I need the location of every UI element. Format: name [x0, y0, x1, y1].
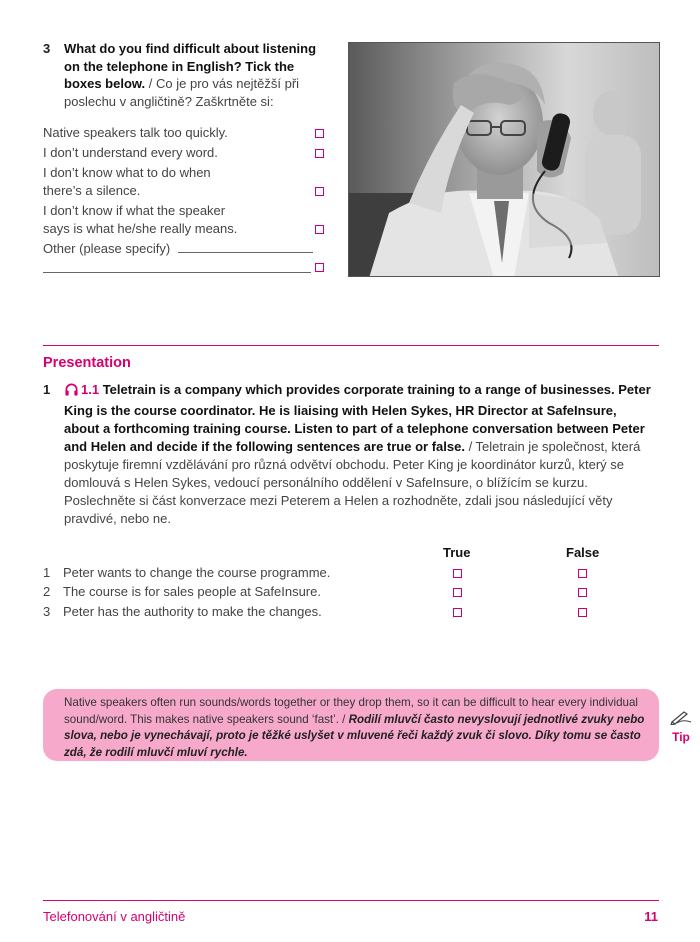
option-checkbox[interactable] — [315, 263, 324, 272]
statement-text: Peter has the authority to make the changes. — [63, 604, 322, 619]
option-label: I don’t understand every word. — [43, 145, 218, 160]
section-rule-top — [43, 345, 659, 346]
footer-rule — [43, 900, 659, 901]
exercise-instruction — [64, 381, 653, 528]
option-item — [43, 240, 325, 258]
tip-text-en: Native speakers often run sounds/words together or they drop them, so it can be difficult to hear every individual sound/word. This makes native speakers sound ‘fast’. / — [64, 696, 638, 726]
true-checkbox[interactable] — [453, 608, 462, 617]
instruction-cz: / Teletrain je společnost, která poskytuje firemní vzdělávání pro různá odvětví obchodu. Peter King je koordinátor kurzů, který se domlouvá s Helen Sykes, vedoucí personálního oddělení v SafeInsure, o blížícím se kurzu. Poslechněte si část konverzace mezi Peterem a Helen a rozhodněte, zdali jsou následující věty pravdivé, nebo ne. — [64, 439, 641, 526]
true-checkbox[interactable] — [453, 569, 462, 578]
statement-row — [43, 583, 643, 601]
man-on-telephone-photo — [348, 42, 660, 277]
option-item — [43, 124, 325, 142]
headphones-icon — [64, 382, 79, 402]
pen-icon — [669, 712, 693, 729]
footer-title: Telefonování v angličtině — [43, 909, 186, 924]
photo-illustration — [349, 43, 660, 277]
option-label: I don’t know if what the speaker says is what he/she really means. — [43, 203, 238, 236]
tip-label: Tip — [672, 730, 690, 744]
tip-box — [43, 689, 659, 761]
false-checkbox[interactable] — [578, 588, 587, 597]
statement-number: 3 — [43, 604, 51, 619]
specify-line[interactable] — [178, 241, 313, 253]
statement-row — [43, 564, 643, 582]
true-column-header: True — [443, 545, 471, 560]
false-checkbox[interactable] — [578, 608, 587, 617]
question-text-en: What do you find difficult about listening on the telephone in English? Tick the boxes below. — [64, 41, 317, 91]
option-label: Other (please specify) — [43, 241, 171, 256]
page-number: 11 — [644, 909, 658, 924]
option-label: Native speakers talk too quickly. — [43, 125, 228, 140]
statement-row — [43, 603, 643, 621]
tip-text-cz: Rodilí mluvčí často nevyslovují jednotlivé zvuky nebo slova, nebo je vynechávají, proto je těžké uslyšet v mluvené řeči každý zvuk či slovo. Díky tomu se často zdá, že rodilí mluvčí mluví rychle. — [64, 712, 645, 759]
option-label: I don’t know what to do when there’s a silence. — [43, 165, 211, 198]
question-number: 3 — [43, 41, 51, 56]
false-checkbox[interactable] — [578, 569, 587, 578]
question-3 — [43, 40, 333, 110]
tip-marker — [665, 709, 697, 744]
question-text — [64, 40, 333, 110]
false-column-header: False — [566, 545, 600, 560]
option-checkbox[interactable] — [315, 129, 324, 138]
option-checkbox[interactable] — [315, 149, 324, 158]
option-item — [43, 144, 325, 162]
true-checkbox[interactable] — [453, 588, 462, 597]
option-item — [43, 260, 325, 278]
question-text-cz: / Co je pro vás nejtěžší při poslechu v angličtině? Zaškrtněte si: — [64, 76, 300, 109]
statement-text: Peter wants to change the course programme. — [63, 565, 331, 580]
track-number: 1.1 — [81, 382, 100, 397]
exercise-1 — [43, 381, 653, 528]
statement-number: 2 — [43, 584, 51, 599]
statement-number: 1 — [43, 565, 51, 580]
option-checkbox[interactable] — [315, 225, 324, 234]
section-title: Presentation — [43, 355, 131, 371]
specify-line[interactable] — [43, 263, 311, 273]
option-checkbox[interactable] — [315, 187, 324, 196]
instruction-en: Teletrain is a company which provides corporate training to a range of businesses. Peter King is the course coordinator. He is liaising with Helen Sykes, HR Director at SafeInsure, about a forthcoming training course. Listen to part of a telephone conversation between Peter and Helen and decide if the following sentences are true or false. — [64, 382, 651, 454]
exercise-number: 1 — [43, 382, 51, 397]
option-item — [43, 164, 325, 200]
statement-text: The course is for sales people at SafeInsure. — [63, 584, 321, 599]
option-item — [43, 202, 325, 238]
